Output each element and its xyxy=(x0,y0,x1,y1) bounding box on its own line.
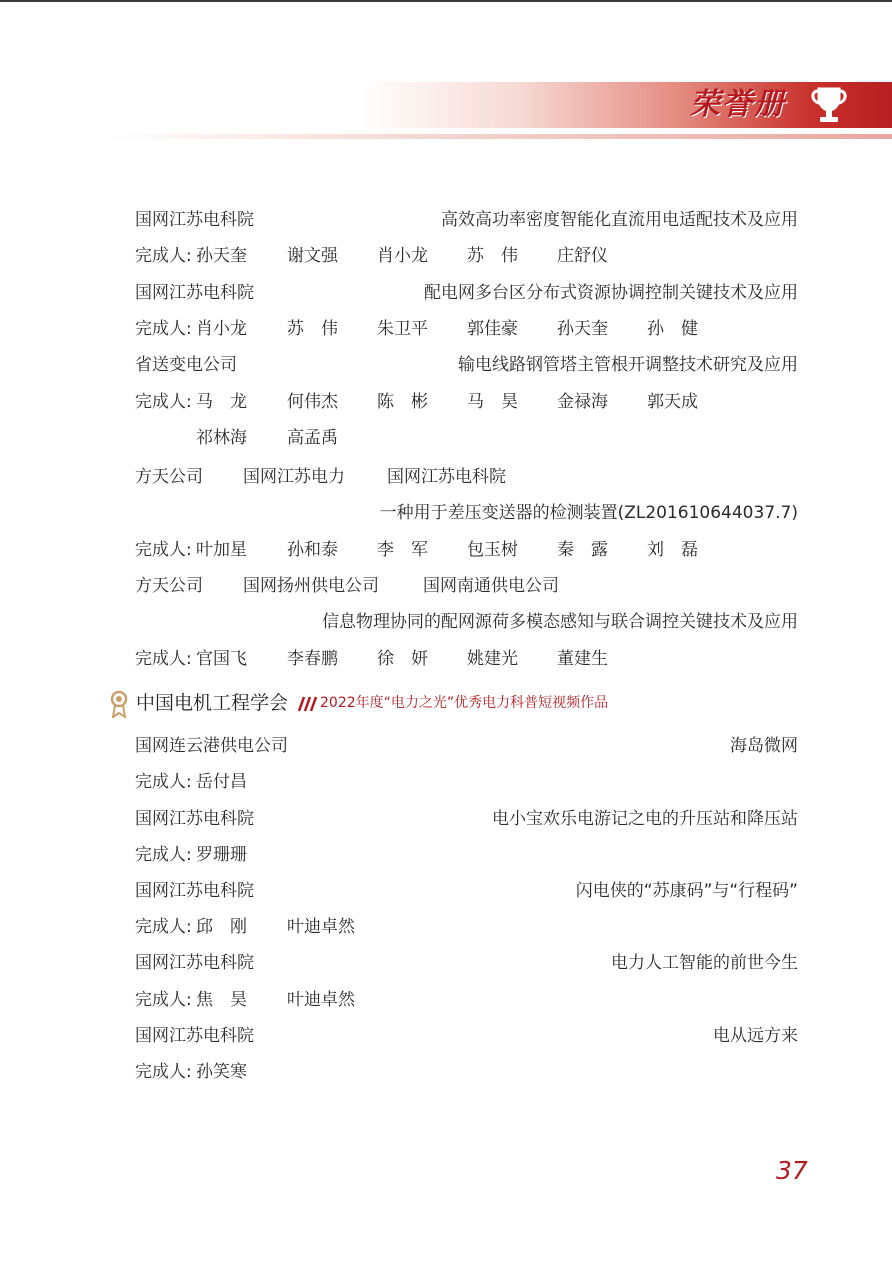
completer-label: 完成人: xyxy=(135,540,192,560)
award-entry-people-row xyxy=(135,389,798,415)
person-name: 叶加星 xyxy=(196,540,247,560)
person-name: 李 军 xyxy=(377,540,428,560)
person-name: 包玉树 xyxy=(467,540,518,560)
award-entry-org-row xyxy=(135,878,798,904)
award-entry-org-row xyxy=(135,207,798,233)
triple-slash-icon xyxy=(298,696,322,712)
award-entry-title-row xyxy=(135,609,798,635)
person-name: 孙天奎 xyxy=(196,246,247,266)
organization: 国网江苏电科院 xyxy=(135,809,254,829)
person-name: 郭天成 xyxy=(647,392,698,412)
organization: 国网江苏电科院 xyxy=(135,283,254,303)
completer-label: 完成人: xyxy=(135,1062,192,1082)
award-ribbon-icon xyxy=(108,690,130,718)
person-name: 叶迪卓然 xyxy=(287,917,355,937)
person-name: 高孟禹 xyxy=(287,428,338,448)
person-name: 徐 妍 xyxy=(377,649,428,669)
award-title: 配电网多台区分布式资源协调控制关键技术及应用 xyxy=(424,283,798,303)
person-name: 秦 露 xyxy=(557,540,608,560)
person-name: 孙天奎 xyxy=(557,319,608,339)
award-entry-people-row xyxy=(135,646,798,672)
organization: 国网江苏电科院 xyxy=(135,953,254,973)
person-name: 谢文强 xyxy=(287,246,338,266)
section-subtitle: 2022年度“电力之光”优秀电力科普短视频作品 xyxy=(320,695,609,711)
award-entry-title-row xyxy=(135,500,798,526)
person-name: 罗珊珊 xyxy=(196,845,247,865)
person-name: 马 龙 xyxy=(196,392,247,412)
award-entry-people-row-continued xyxy=(135,425,798,451)
header-title: 荣誉册 xyxy=(690,87,786,122)
page-top-border xyxy=(0,0,892,2)
person-name: 肖小龙 xyxy=(377,246,428,266)
award-title: 高效高功率密度智能化直流用电适配技术及应用 xyxy=(441,210,798,230)
completer-label: 完成人: xyxy=(135,392,192,412)
person-name: 马 昊 xyxy=(467,392,518,412)
award-entry-org-row xyxy=(135,950,798,976)
completer-label: 完成人: xyxy=(135,917,192,937)
award-entry-org-row xyxy=(135,352,798,378)
award-title: 电力人工智能的前世今生 xyxy=(611,953,798,973)
award-title: 一种用于差压变送器的检测装置(ZL201610644037.7) xyxy=(379,503,798,523)
person-name: 叶迪卓然 xyxy=(287,990,355,1010)
organization: 省送变电公司 xyxy=(135,355,237,375)
award-entry-org-row xyxy=(135,733,798,759)
award-title: 电小宝欢乐电游记之电的升压站和降压站 xyxy=(492,809,798,829)
organization: 国网江苏电科院 xyxy=(135,881,254,901)
completer-label: 完成人: xyxy=(135,772,192,792)
person-name: 李春鹏 xyxy=(287,649,338,669)
person-name: 苏 伟 xyxy=(467,246,518,266)
person-name: 肖小龙 xyxy=(196,319,247,339)
award-title: 输电线路钢管塔主管根开调整技术研究及应用 xyxy=(458,355,798,375)
person-name: 岳付昌 xyxy=(196,772,247,792)
award-entry-people-row xyxy=(135,914,798,940)
person-name: 孙笑寒 xyxy=(196,1062,247,1082)
person-name: 庄舒仪 xyxy=(557,246,608,266)
trophy-icon xyxy=(806,84,852,126)
person-name: 官国飞 xyxy=(196,649,247,669)
person-name: 邱 刚 xyxy=(196,917,247,937)
award-entry-people-row xyxy=(135,316,798,342)
section-organization-name: 中国电机工程学会 xyxy=(136,692,289,714)
organization: 国网江苏电科院 xyxy=(135,1026,254,1046)
award-entry-org-row xyxy=(135,280,798,306)
award-entry-org-row xyxy=(135,1023,798,1049)
section-header xyxy=(108,688,808,718)
header-underline xyxy=(100,134,892,139)
award-title: 海岛微网 xyxy=(730,736,798,756)
person-name: 焦 昊 xyxy=(196,990,247,1010)
award-entry-people-row xyxy=(135,243,798,269)
person-name: 朱卫平 xyxy=(377,319,428,339)
person-name: 何伟杰 xyxy=(287,392,338,412)
completer-label: 完成人: xyxy=(135,845,192,865)
person-name: 祁林海 xyxy=(196,428,247,448)
person-name: 陈 彬 xyxy=(377,392,428,412)
person-name: 孙 健 xyxy=(647,319,698,339)
organization: 方天公司 xyxy=(135,467,203,487)
organization: 国网江苏电力 xyxy=(243,467,345,487)
organization: 国网连云港供电公司 xyxy=(135,736,288,756)
award-title: 闪电侠的“苏康码”与“行程码” xyxy=(575,881,798,901)
organization: 国网南通供电公司 xyxy=(423,576,559,596)
award-entry-people-row xyxy=(135,1059,798,1085)
organization: 国网江苏电科院 xyxy=(135,210,254,230)
person-name: 金禄海 xyxy=(557,392,608,412)
completer-label: 完成人: xyxy=(135,649,192,669)
organization: 国网扬州供电公司 xyxy=(243,576,379,596)
award-entry-people-row xyxy=(135,842,798,868)
person-name: 董建生 xyxy=(557,649,608,669)
award-title: 信息物理协同的配网源荷多模态感知与联合调控关键技术及应用 xyxy=(322,612,798,632)
award-entry-org-row xyxy=(135,464,798,490)
organization: 国网江苏电科院 xyxy=(387,467,506,487)
person-name: 姚建光 xyxy=(467,649,518,669)
completer-label: 完成人: xyxy=(135,990,192,1010)
award-entry-people-row xyxy=(135,537,798,563)
award-entry-org-row xyxy=(135,573,798,599)
award-entry-people-row xyxy=(135,987,798,1013)
award-entry-people-row xyxy=(135,769,798,795)
organization: 方天公司 xyxy=(135,576,203,596)
person-name: 刘 磊 xyxy=(647,540,698,560)
award-title: 电从远方来 xyxy=(713,1026,798,1046)
completer-label: 完成人: xyxy=(135,246,192,266)
completer-label: 完成人: xyxy=(135,319,192,339)
award-entry-org-row xyxy=(135,806,798,832)
page-number: 37 xyxy=(776,1156,808,1185)
person-name: 孙和泰 xyxy=(287,540,338,560)
person-name: 苏 伟 xyxy=(287,319,338,339)
person-name: 郭佳豪 xyxy=(467,319,518,339)
